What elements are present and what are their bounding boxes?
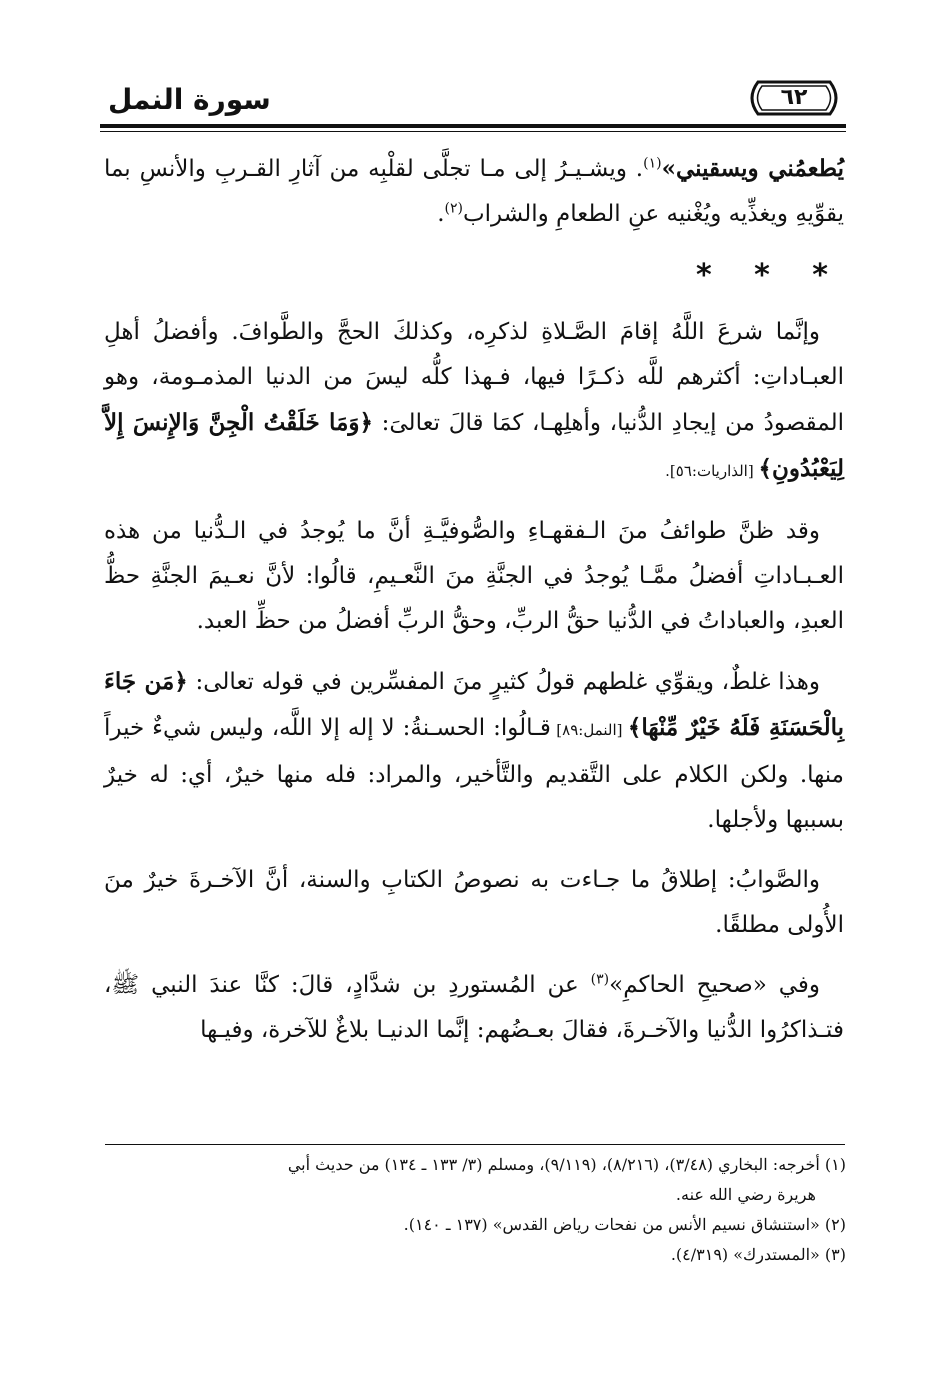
page-number-badge <box>744 78 844 118</box>
bold-quote: يُطعمُني ويسقيني» <box>661 155 844 182</box>
verse-citation: [النمل:٨٩] <box>550 721 628 739</box>
footnote-3 <box>110 1240 846 1270</box>
paragraph-4 <box>104 659 844 843</box>
footnote-number: (٢) <box>824 1215 846 1234</box>
section-separator: * * * <box>696 258 844 293</box>
paragraph-2-text: وإنَّما شرعَ اللَّهُ إقامَ الصَّـلاةِ لذكرِه، وكذلكَ الحجَّ والطَّوافَ. وأفضلُ أهلِ العبـاداتِ: أكثرهم للَّه ذكـرًا فيها، فـهذا كلُّه ليسَ من الدنيا المذمـومة، وهو المقصودُ من إيجادِ الدُّنيا، وأهلِهـا، كمَا قالَ تعالىَ: <box>104 319 845 436</box>
paragraph-6-text: وفي «صحيحِ الحاكمِ» <box>609 972 821 998</box>
footnote-1-continued: هريرة رضي الله عنه. <box>675 1185 816 1204</box>
verse-citation: [الذاريات:٥٦]. <box>665 462 759 480</box>
footnote-number: (٣) <box>824 1245 846 1264</box>
header-rule-thick <box>100 124 846 128</box>
paragraph-1 <box>104 146 844 237</box>
footnote-1 <box>110 1150 846 1180</box>
paragraph-1-end: . <box>437 201 445 227</box>
paragraph-2 <box>104 310 844 494</box>
paragraph-5: والصَّوابُ: إطلاقُ ما جـاءت به نصوصُ الكتابِ والسنة، أنَّ الآخـرةَ خيرٌ منَ الأُولى مطلقًا. <box>104 867 844 938</box>
footnote-text: «المستدرك» (٤/٣١٩). <box>670 1245 825 1264</box>
paragraph-1-text: . ويشـيـرُ إلى مـا تجلَّى لقلْبِه من آثارِ القـربِ والأنسِ بما يقوِّيهِ ويغذِّيه ويُغْنيه عنِ الطعامِ والشراب <box>104 156 844 227</box>
footnote-text: «استنشاق نسيم الأنس من نفحات رياض القدس» (١٣٧ ـ ١٤٠). <box>403 1215 825 1234</box>
footnote-ref-3[interactable]: (٣) <box>590 971 610 988</box>
quran-verse: ﴿وَمَا خَلَقْتُ الْجِنَّ وَالإِنسَ إِلاَّ لِيَعْبُدُونِ﴾ <box>104 409 844 482</box>
header-rule-thin <box>100 131 846 132</box>
footnote-text: أخرجه: البخاري (٣/٤٨)، (٨/٢١٦)، (٩/١١٩)، ومسلم (٣/ ١٣٣ ـ ١٣٤) من حديث أبي <box>287 1155 825 1174</box>
footnote-separator <box>105 1144 845 1145</box>
surah-title: سورة النمل <box>108 83 271 116</box>
quran-verse: ﴿مَن جَاءَ بِالْحَسَنَةِ فَلَهُ خَيْرٌ مِّنْهَا﴾ <box>104 668 844 741</box>
footnote-2 <box>110 1210 846 1240</box>
page-number: ٦٢ <box>780 85 808 110</box>
paragraph-4-text: وهذا غلطٌ، ويقوِّي غلطهم قولُ كثيرٍ منَ المفسِّرين في قوله تعالى: <box>187 669 820 695</box>
main-text <box>104 146 844 1068</box>
paragraph-6 <box>104 963 844 1053</box>
footnote-ref-1[interactable]: (١) <box>643 155 662 172</box>
paragraph-4-end: قـالُوا: الحسـنةُ: لا إله إلا اللَّه، وليس شيءٌ خيراً منها. ولكن الكلام على التَّقديم والتَّأخير، والمراد: فله منها خيرٌ، أي: له خيرٌ بسببها ولأجلها. <box>104 715 844 833</box>
footnotes <box>110 1150 846 1270</box>
footnote-number: (١) <box>824 1155 846 1174</box>
page-header <box>100 72 846 124</box>
paragraph-6-end: عن المُستوردِ بن شدَّادٍ، قالَ: كنَّا عندَ النبي ﷺ، فتـذاكرُوا الدُّنيا والآخـرةَ، فقالَ بعـضُهم: إنَّما الدنيـا بلاغٌ للآخرة، وفيـها <box>104 972 844 1043</box>
paragraph-3: وقد ظنَّ طوائفُ منَ الـفقهـاءِ والصُّوفيَّـةِ أنَّ ما يُوجدُ في الـدُّنيا من هذه العـبـاداتِ أفضلُ ممَّـا يُوجدُ في الجنَّةِ منَ النَّعـيمِ، قالُوا: لأنَّ نعـيمَ الجنَّةِ حظُّ العبدِ، والعباداتُ في الدُّنيا حقُّ الربِّ، وحقُّ الربِّ أفضلُ من حظِّ العبد. <box>104 518 844 634</box>
footnote-ref-2[interactable]: (٢) <box>444 200 463 217</box>
